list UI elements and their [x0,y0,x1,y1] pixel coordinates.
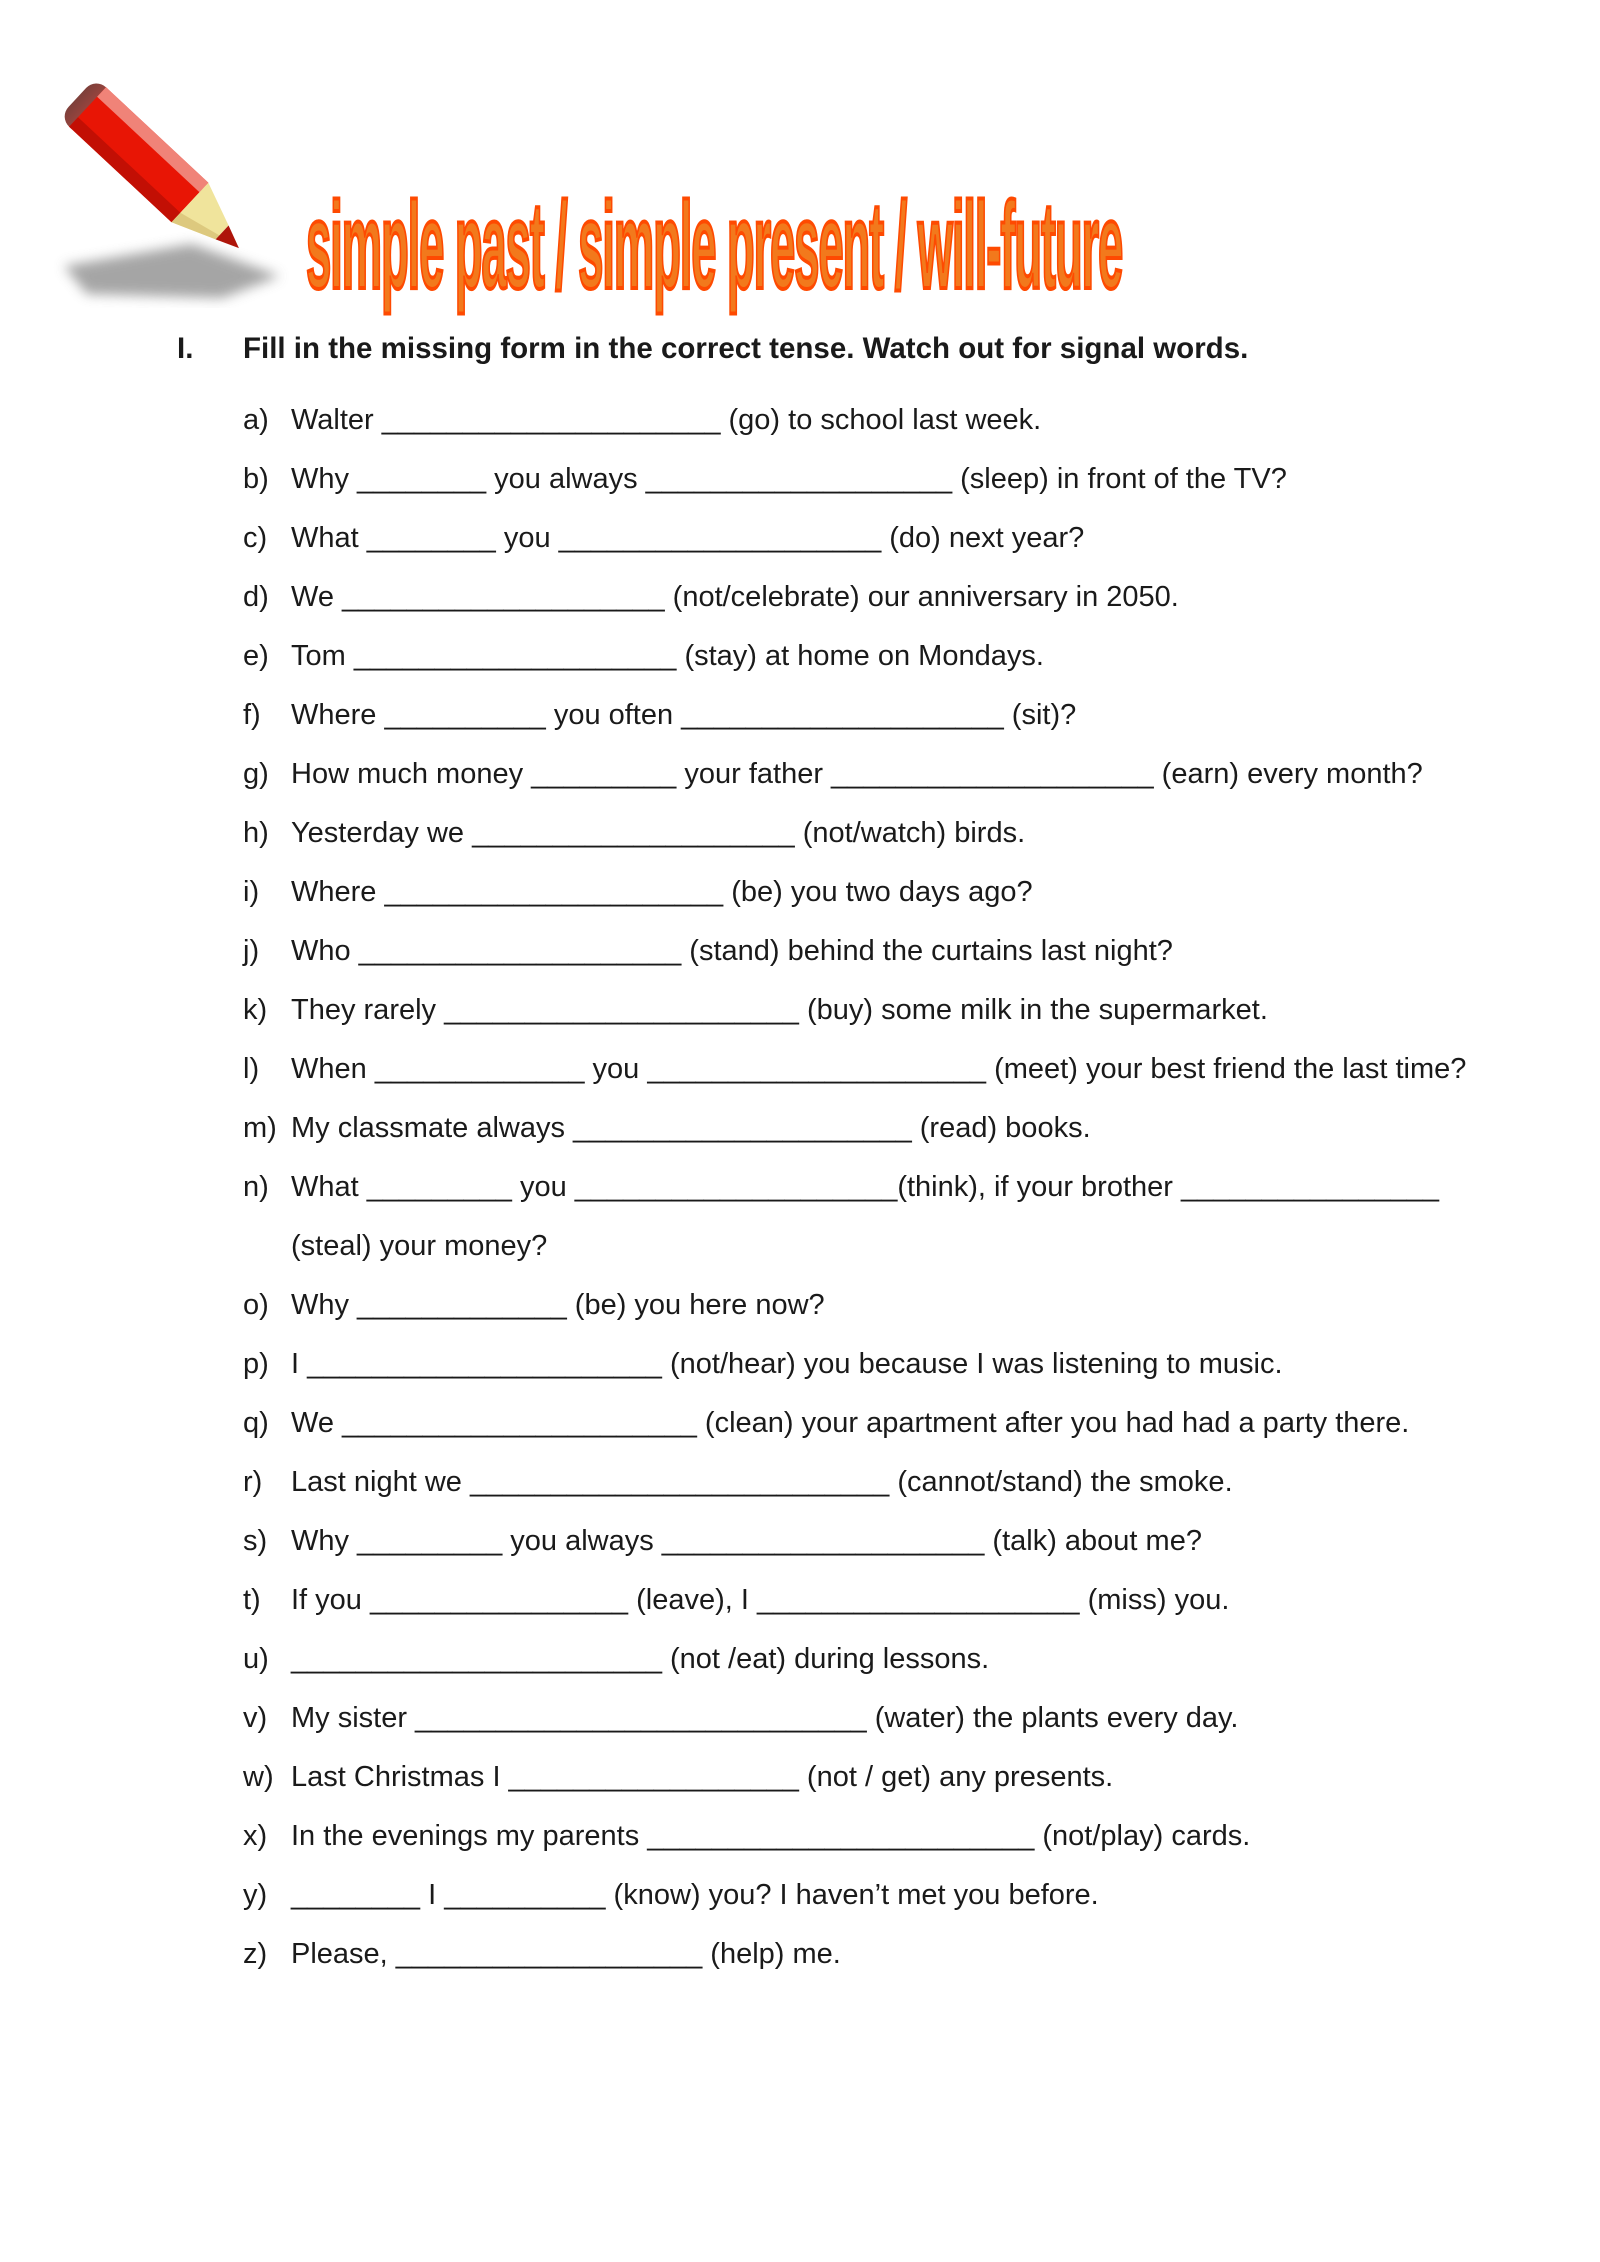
item-text: What _________ you ____________________(think), if your brother ________________ [291,1171,1440,1203]
item-letter: o) [243,1289,269,1321]
exercise-item-p [243,1335,1433,1394]
item-letter: y) [243,1879,268,1911]
item-letter: x) [243,1820,268,1852]
item-letter: f) [243,699,261,731]
item-text: Walter _____________________ (go) to school last week. [291,404,1042,436]
item-letter: e) [243,640,269,672]
item-letter: g) [243,758,269,790]
exercise-item-v [243,1689,1433,1748]
item-letter: w) [243,1761,274,1793]
item-text: When _____________ you _____________________ (meet) your best friend the last time? [291,1053,1467,1085]
item-letter: m) [243,1112,277,1144]
item-letter: d) [243,581,269,613]
item-text: Why _________ you always ____________________ (talk) about me? [291,1525,1202,1557]
exercise-item-t [243,1571,1433,1630]
item-text: Why ________ you always ___________________ (sleep) in front of the TV? [291,463,1287,495]
item-text-line2: (steal) your money? [291,1230,548,1262]
item-letter: k) [243,994,268,1026]
exercise-item-l [243,1040,1467,1099]
item-text: _______________________ (not /eat) during lessons. [291,1643,990,1675]
item-text: If you ________________ (leave), I ____________________ (miss) you. [291,1584,1230,1616]
item-letter: z) [243,1938,268,1970]
item-letter: j) [243,935,260,967]
exercise-item-k [243,981,1433,1040]
exercise-item-c [243,509,1433,568]
item-text: ________ I __________ (know) you? I haven’t met you before. [291,1879,1099,1911]
item-letter: u) [243,1643,269,1675]
item-letter: h) [243,817,269,849]
section-numeral: I. [177,332,194,365]
item-letter: r) [243,1466,263,1498]
item-text: My classmate always _____________________ (read) books. [291,1112,1091,1144]
exercise-item-f [243,686,1433,745]
item-text: Where __________ you often ____________________ (sit)? [291,699,1077,731]
exercise-item-e [243,627,1433,686]
item-letter: n) [243,1171,269,1203]
exercise-item-h [243,804,1433,863]
item-letter: v) [243,1702,268,1734]
item-text: Yesterday we ____________________ (not/watch) birds. [291,817,1026,849]
item-text: Please, ___________________ (help) me. [291,1938,841,1970]
item-text: Where _____________________ (be) you two days ago? [291,876,1033,908]
item-text: They rarely ______________________ (buy) some milk in the supermarket. [291,994,1268,1026]
exercise-item-b [243,450,1433,509]
item-letter: b) [243,463,269,495]
item-letter: c) [243,522,268,554]
item-text: Last Christmas I __________________ (not / get) any presents. [291,1761,1114,1793]
item-text: What ________ you ____________________ (do) next year? [291,522,1085,554]
item-text: Why _____________ (be) you here now? [291,1289,825,1321]
item-letter: t) [243,1584,261,1616]
item-letter: p) [243,1348,269,1380]
item-text: Who ____________________ (stand) behind the curtains last night? [291,935,1173,967]
exercise-item-o [243,1276,1433,1335]
exercise-item-m [243,1099,1433,1158]
exercise-item-g [243,745,1433,804]
exercise-item-u [243,1630,1433,1689]
exercise-item-i [243,863,1433,922]
exercise-item-r [243,1453,1433,1512]
item-letter: l) [243,1053,260,1085]
item-letter: q) [243,1407,269,1439]
item-letter: a) [243,404,269,436]
exercise-item-y [243,1866,1433,1925]
exercise-item-j [243,922,1433,981]
instruction-text: Fill in the missing form in the correct tense. Watch out for signal words. [243,332,1249,365]
exercise-item-x [243,1807,1433,1866]
item-text: My sister ____________________________ (water) the plants every day. [291,1702,1239,1734]
exercise-item-s [243,1512,1433,1571]
exercise-item-a [243,391,1433,450]
exercise-item-d [243,568,1433,627]
page-title: simple past / simple present / will-future [306,177,1123,316]
item-letter: i) [243,876,260,908]
item-text: How much money _________ your father ____________________ (earn) every month? [291,758,1423,790]
item-text: We ______________________ (clean) your apartment after you had had a party there. [291,1407,1410,1439]
pencil-icon [52,76,297,308]
exercise-item-n [243,1158,1440,1276]
item-text: Last night we __________________________ (cannot/stand) the smoke. [291,1466,1233,1498]
exercise-item-w [243,1748,1433,1807]
exercise-item-q [243,1394,1433,1453]
item-letter: s) [243,1525,268,1557]
item-text: We ____________________ (not/celebrate) our anniversary in 2050. [291,581,1179,613]
exercise-item-z [243,1925,1433,1984]
exercise-list [243,391,1467,1984]
item-text: Tom ____________________ (stay) at home on Mondays. [291,640,1044,672]
item-text: In the evenings my parents ________________________ (not/play) cards. [291,1820,1251,1852]
item-text: I ______________________ (not/hear) you because I was listening to music. [291,1348,1283,1380]
